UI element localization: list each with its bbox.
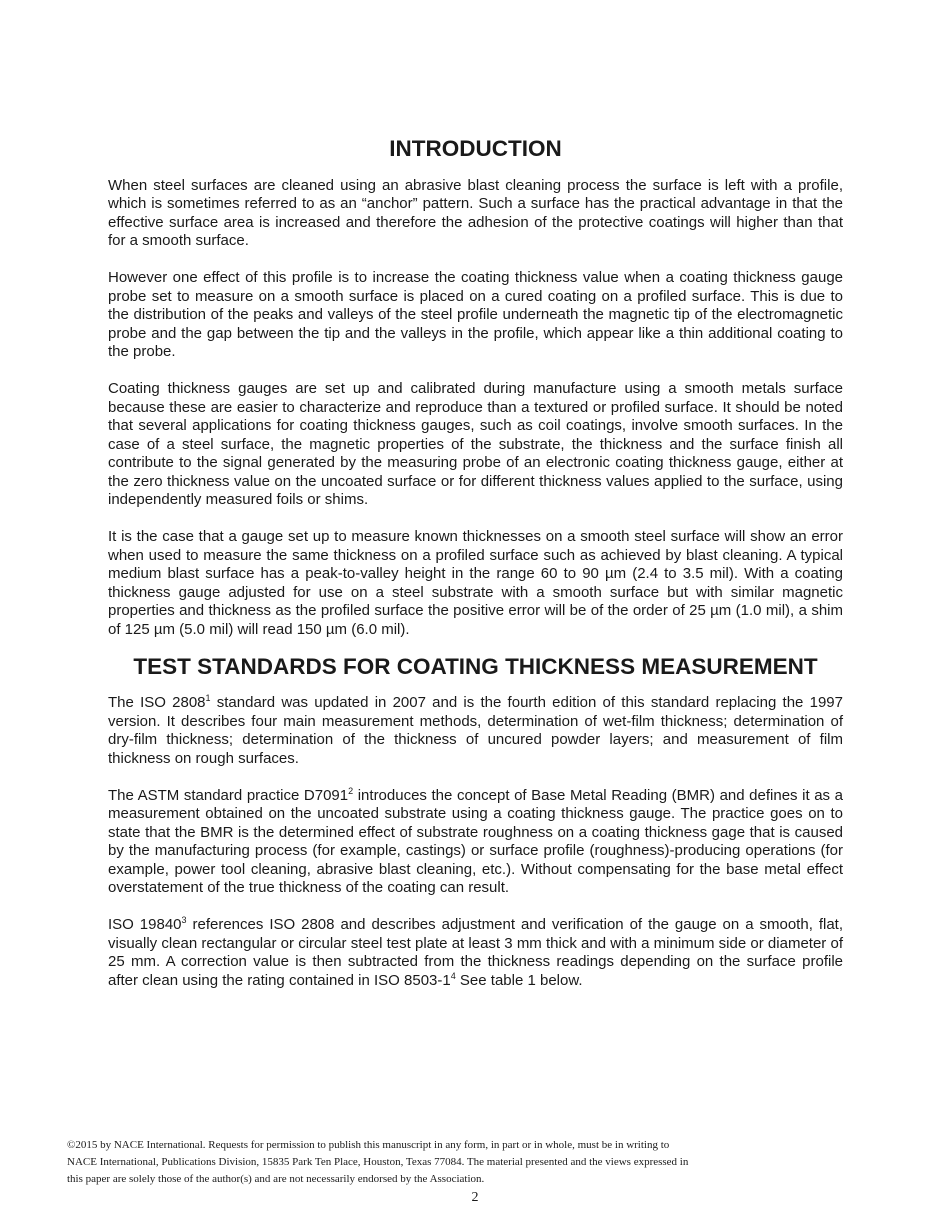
intro-paragraph-4: It is the case that a gauge set up to measure known thicknesses on a smooth steel surface will show an error when used to measure the same thickness on a profiled surface such as achieved by blast cleaning. A typical medium blast surface has a peak-to-valley height in the range 60 to 90 µm (2.4 to 3.5 mil). With a coating thickness gauge adjusted for use on a steel substrate with a smooth surface but with similar magnetic properties and thickness as the profiled surface the positive error will be of the order of 25 µm (1.0 mil), a shim of 125 µm (5.0 mil) will read 150 µm (6.0 mil).: [108, 528, 843, 638]
reference-superscript-1: 1: [205, 693, 211, 703]
astm-paragraph: [108, 787, 843, 898]
iso19840-text-start: ISO 19840: [108, 916, 182, 933]
footer-line-1: ©2015 by NACE International. Requests for permission to publish this manuscript in any form, in part or in whole, must be in writing to: [67, 1139, 670, 1151]
iso2808-text-end: standard was updated in 2007 and is the fourth edition of this standard replacing the 1997 version. It describes four main measurement methods, determination of wet-film thickness; determination of dry-film thickness; determination of the thickness of uncured powder layers; and measurement of film thickness on rough surfaces.: [108, 694, 843, 767]
astm-text-start: The ASTM standard practice D7091: [108, 786, 349, 804]
page-number: 2: [471, 1190, 479, 1205]
body-content: [108, 136, 844, 990]
footer-line-3: this paper are solely those of the author(s) and are not necessarily endorsed by the Association.: [67, 1173, 485, 1185]
iso2808-text-start: The ISO 2808: [108, 694, 206, 711]
section-heading-introduction: INTRODUCTION: [389, 136, 562, 161]
footer-line-2: NACE International, Publications Division, 15835 Park Ten Place, Houston, Texas 77084. The material presented and the views expressed in: [67, 1156, 689, 1168]
iso2808-paragraph: [108, 694, 843, 768]
intro-paragraph-2: However one effect of this profile is to increase the coating thickness value when a coating thickness gauge probe set to measure on a smooth surface is placed on a cured coating on a profiled surface. This is due to the distribution of the peaks and valleys of the steel profile underneath the magnetic tip of the electromagnetic probe and the gap between the tip and the valleys in the profile, which appear like a thin additional coating to the probe.: [108, 269, 843, 360]
reference-superscript-3: 3: [181, 915, 187, 925]
reference-superscript-2: 2: [348, 785, 354, 796]
iso19840-text-middle: references ISO 2808 and describes adjustment and verification of the gauge on a smooth, flat, visually clean rectangular or circular steel test plate at least 3 mm thick and with a minimum side or diameter of 25 mm. A correction value is then subtracted from the thickness readings depending on the surface profile after clean using the rating contained in ISO 8503-1: [108, 916, 844, 989]
intro-paragraph-3: Coating thickness gauges are set up and calibrated during manufacture using a smooth metals surface because these are easier to characterize and reproduce than a textured or profiled surface. It should be noted that several applications for coating thickness gauges, such as coil coatings, involve smooth surfaces. In the case of a steel surface, the magnetic properties of the substrate, the thickness and the surface finish all contribute to the signal generated by the measuring probe of an electronic coating thickness gauge, either at the zero thickness value on the uncoated surface or for different thickness values applied to the surface, using independently measured foils or shims.: [108, 380, 843, 508]
section-heading-test-standards: TEST STANDARDS FOR COATING THICKNESS MEASUREMENT: [133, 653, 818, 679]
iso19840-paragraph: [108, 916, 843, 990]
astm-text-end: introduces the concept of Base Metal Reading (BMR) and defines it as a measurement obtained on the uncoated substrate using a coating thickness gauge. The practice goes on to state that the BMR is the determined effect of substrate roughness on a coating thickness gage that is caused by the manufacturing process (for example, castings) or surface profile (roughness)-producing operations (for example, power tool cleaning, abrasive blast cleaning, etc.). Without compensating for the base metal effect overstatement of the true thickness of the coating can result.: [108, 786, 843, 896]
copyright-footer: [67, 1137, 807, 1188]
intro-paragraph-1: When steel surfaces are cleaned using an abrasive blast cleaning process the surface is left with a profile, which is sometimes referred to as an “anchor” pattern. Such a surface has the practical advantage in that the effective surface area is increased and therefore the adhesion of the protective coatings will higher than that for a smooth surface.: [108, 176, 843, 249]
iso19840-text-end: See table 1 below.: [455, 971, 583, 989]
reference-superscript-4: 4: [450, 970, 456, 981]
